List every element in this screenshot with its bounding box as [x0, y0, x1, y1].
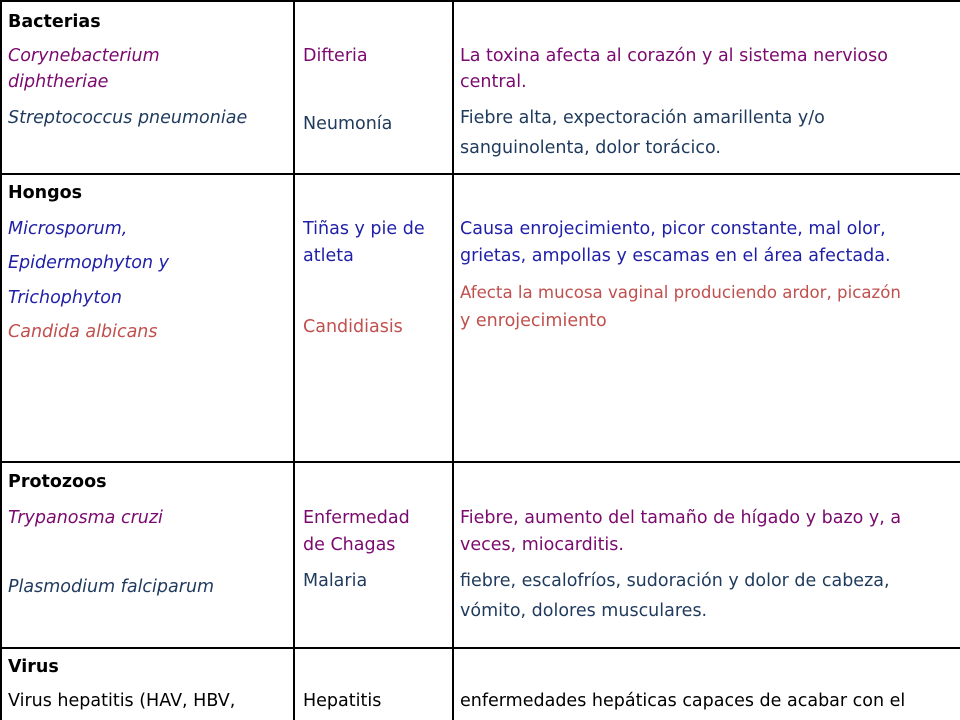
organism-name: Epidermophyton y: [8, 253, 169, 273]
symptom-text: La toxina afecta al corazón y al sistema nervioso: [460, 46, 888, 66]
symptom-text: sanguinolenta, dolor torácico.: [460, 138, 721, 158]
organism-name: Trichophyton: [8, 288, 123, 308]
table-border-top: [0, 0, 960, 2]
row-divider: [0, 173, 960, 175]
organism-name: Virus hepatitis (HAV, HBV,: [8, 691, 236, 711]
symptom-text: vómito, dolores musculares.: [460, 601, 708, 621]
symptom-text: central.: [460, 72, 527, 92]
category-label: Bacterias: [8, 12, 101, 32]
disease-name: atleta: [303, 246, 354, 266]
disease-name: Neumonía: [303, 114, 393, 134]
row-divider: [0, 461, 960, 463]
category-label: Protozoos: [8, 472, 107, 492]
organism-name: diphtheriae: [8, 72, 109, 92]
disease-name: Enfermedad: [303, 508, 410, 528]
disease-name: Tiñas y pie de: [303, 219, 425, 239]
disease-name: Malaria: [303, 571, 368, 591]
symptom-text: fiebre, escalofríos, sudoración y dolor de cabeza,: [460, 571, 890, 591]
symptom-text: Fiebre, aumento del tamaño de hígado y bazo y, a: [460, 508, 902, 528]
symptom-text: Afecta la mucosa vaginal produciendo ardor, picazón: [460, 283, 901, 302]
column-divider: [0, 0, 2, 720]
symptom-text: Causa enrojecimiento, picor constante, mal olor,: [460, 219, 886, 239]
symptom-text: enfermedades hepáticas capaces de acabar con el: [460, 691, 906, 711]
organism-name: Trypanosma cruzi: [8, 508, 163, 528]
symptom-text: y enrojecimiento: [460, 311, 607, 331]
column-divider: [452, 0, 454, 720]
symptom-text: grietas, ampollas y escamas en el área afectada.: [460, 246, 891, 266]
organism-name: Microsporum,: [8, 219, 128, 239]
disease-name: Difteria: [303, 46, 368, 66]
column-divider: [293, 0, 295, 720]
organism-name: Plasmodium falciparum: [8, 577, 215, 597]
category-label: Hongos: [8, 183, 83, 203]
category-label: Virus: [8, 657, 59, 677]
organism-name: Corynebacterium: [8, 46, 160, 66]
disease-name: Hepatitis: [303, 691, 382, 711]
organism-name: Streptococcus pneumoniae: [8, 108, 248, 128]
row-divider: [0, 647, 960, 649]
disease-name: Candidiasis: [303, 317, 403, 337]
organism-name: Candida albicans: [8, 322, 158, 342]
disease-name: de Chagas: [303, 535, 396, 555]
symptom-text: veces, miocarditis.: [460, 535, 624, 555]
symptom-text: Fiebre alta, expectoración amarillenta y/o: [460, 108, 825, 128]
